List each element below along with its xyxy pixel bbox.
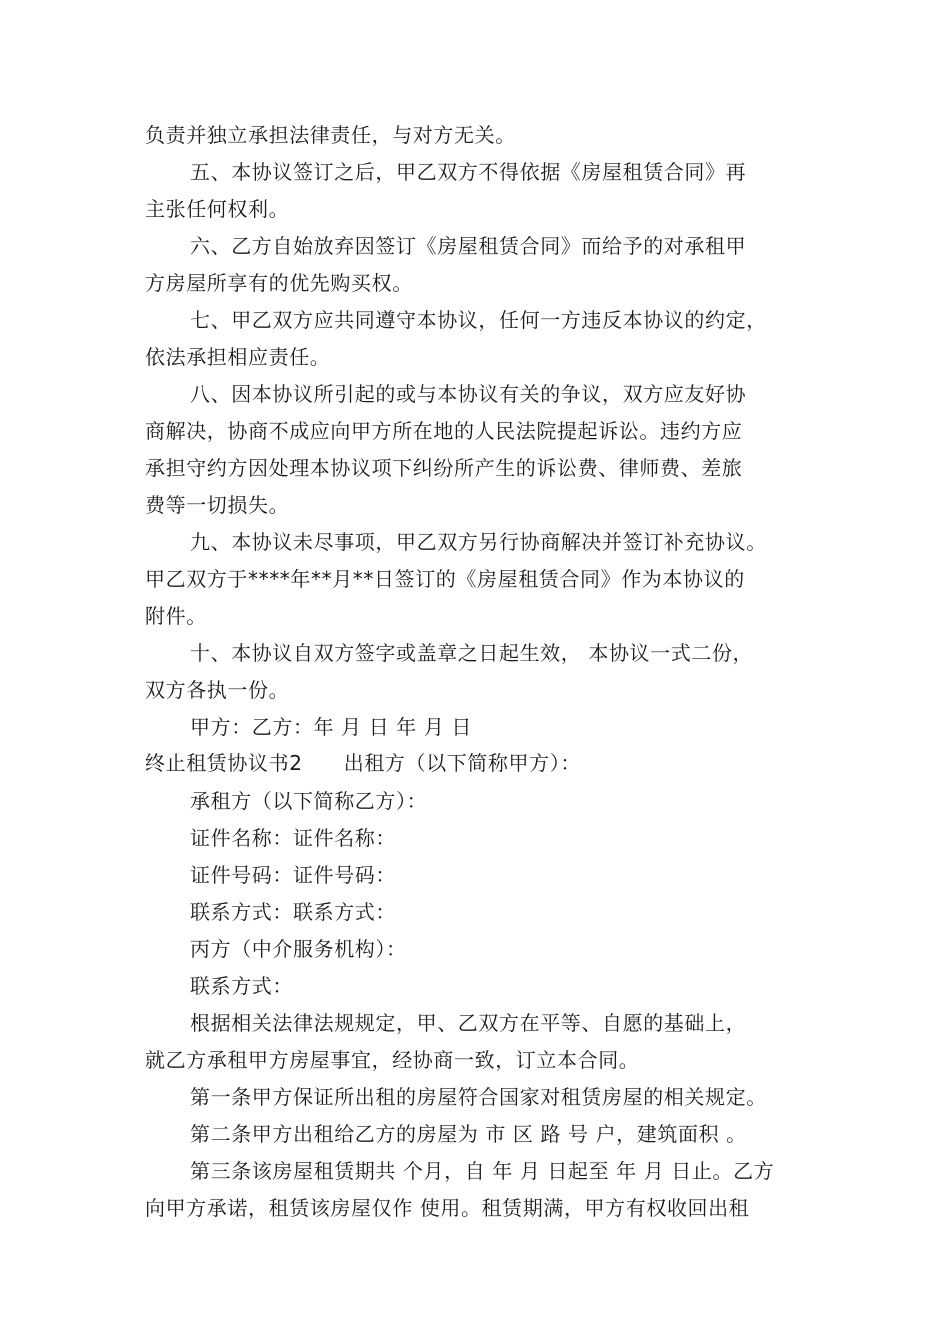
- text-line: 甲方：乙方：年 月 日 年 月 日: [190, 715, 472, 739]
- text-line: 方房屋所享有的优先购买权。: [145, 271, 413, 295]
- text-line: 终止租赁协议书2 出租方（以下简称甲方）：: [145, 751, 581, 775]
- text-line: 证件名称：证件名称：: [190, 826, 396, 850]
- text-line: 九、本协议未尽事项，甲乙双方另行协商解决并签订补充协议。: [190, 530, 767, 554]
- text-line: 第二条甲方出租给乙方的房屋为 市 区 路 号 户，建筑面积 。: [190, 1122, 747, 1146]
- text-line: 负责并独立承担法律责任，与对方无关。: [145, 123, 516, 147]
- text-line: 就乙方承租甲方房屋事宜，经协商一致，订立本合同。: [145, 1048, 640, 1072]
- text-line: 承租方（以下简称乙方）：: [190, 789, 428, 813]
- text-line: 八、因本协议所引起的或与本协议有关的争议，双方应友好协: [190, 382, 747, 406]
- text-line: 依法承担相应责任。: [145, 345, 331, 369]
- text-line: 第三条该房屋租赁期共 个月，自 年 月 日起至 年 月 日止。乙方: [190, 1159, 775, 1183]
- text-line: 甲乙双方于****年**月**日签订的《房屋租赁合同》作为本协议的: [145, 567, 745, 591]
- text-line: 证件号码：证件号码：: [190, 863, 396, 887]
- text-line: 根据相关法律法规规定，甲、乙双方在平等、自愿的基础上，: [190, 1011, 747, 1035]
- text-line: 七、甲乙双方应共同遵守本协议，任何一方违反本协议的约定，: [190, 308, 767, 332]
- text-line: 丙方（中介服务机构）：: [190, 937, 407, 961]
- text-line: 十、本协议自双方签字或盖章之日起生效， 本协议一式二份，: [190, 641, 754, 665]
- text-line: 联系方式：联系方式：: [190, 900, 396, 924]
- text-line: 主张任何权利。: [145, 197, 290, 221]
- text-line: 六、乙方自始放弃因签订《房屋租赁合同》而给予的对承租甲: [190, 234, 747, 258]
- text-line: 附件。: [145, 604, 207, 628]
- text-line: 向甲方承诺，租赁该房屋仅作 使用。租赁期满，甲方有权收回出租: [145, 1196, 750, 1220]
- text-line: 联系方式：: [190, 974, 293, 998]
- text-line: 承担守约方因处理本协议项下纠纷所产生的诉讼费、律师费、差旅: [145, 456, 743, 480]
- text-line: 费等一切损失。: [145, 493, 290, 517]
- text-line: 双方各执一份。: [145, 678, 290, 702]
- text-line: 五、本协议签订之后，甲乙双方不得依据《房屋租赁合同》再: [190, 160, 747, 184]
- text-line: 商解决，协商不成应向甲方所在地的人民法院提起诉讼。违约方应: [145, 419, 743, 443]
- text-line: 第一条甲方保证所出租的房屋符合国家对租赁房屋的相关规定。: [190, 1085, 767, 1109]
